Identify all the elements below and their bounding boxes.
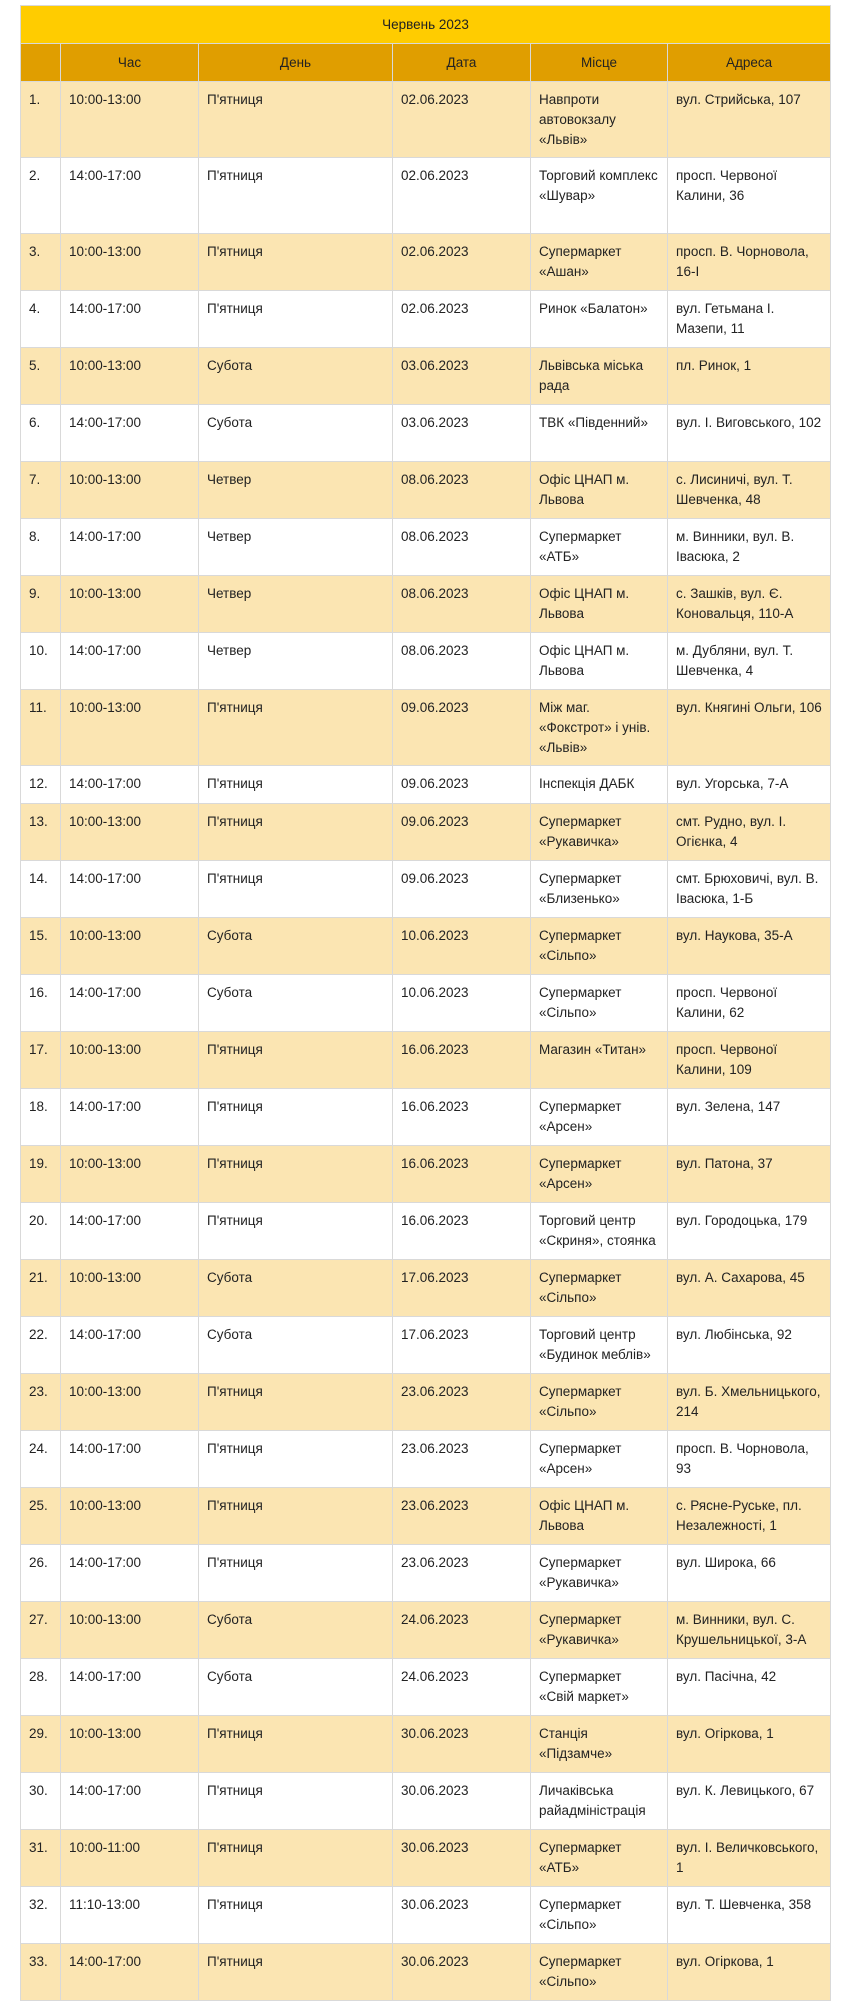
cell-date: 08.06.2023 — [393, 633, 531, 690]
cell-time: 14:00-17:00 — [61, 633, 199, 690]
cell-address: просп. В. Чорновола, 16-І — [668, 234, 831, 291]
cell-number: 30. — [21, 1773, 61, 1830]
cell-number: 11. — [21, 690, 61, 766]
cell-day: Четвер — [199, 576, 393, 633]
cell-place: Супермаркет «Ашан» — [531, 234, 668, 291]
cell-date: 17.06.2023 — [393, 1317, 531, 1374]
cell-number: 16. — [21, 975, 61, 1032]
cell-address: вул. Наукова, 35-А — [668, 918, 831, 975]
cell-time: 10:00-13:00 — [61, 918, 199, 975]
cell-day: Субота — [199, 1260, 393, 1317]
table-row — [21, 1488, 831, 1545]
cell-number: 14. — [21, 861, 61, 918]
cell-place: Торговий комплекс «Шувар» — [531, 158, 668, 234]
cell-day: Субота — [199, 348, 393, 405]
cell-address: просп. Червоної Калини, 62 — [668, 975, 831, 1032]
table-row — [21, 1887, 831, 1944]
table-row — [21, 766, 831, 804]
cell-date: 30.06.2023 — [393, 1716, 531, 1773]
cell-address: просп. В. Чорновола, 93 — [668, 1431, 831, 1488]
cell-time: 10:00-11:00 — [61, 1830, 199, 1887]
cell-place: ТВК «Південний» — [531, 405, 668, 462]
cell-place: Супермаркет «Арсен» — [531, 1431, 668, 1488]
table-row — [21, 576, 831, 633]
cell-address: вул. А. Сахарова, 45 — [668, 1260, 831, 1317]
cell-time: 10:00-13:00 — [61, 462, 199, 519]
cell-time: 14:00-17:00 — [61, 1317, 199, 1374]
cell-place: Офіс ЦНАП м. Львова — [531, 576, 668, 633]
cell-place: Станція «Підзамче» — [531, 1716, 668, 1773]
table-row — [21, 348, 831, 405]
cell-number: 17. — [21, 1032, 61, 1089]
cell-date: 16.06.2023 — [393, 1089, 531, 1146]
schedule-table — [20, 5, 831, 2001]
cell-time: 10:00-13:00 — [61, 804, 199, 861]
table-row — [21, 82, 831, 158]
cell-date: 09.06.2023 — [393, 804, 531, 861]
cell-place: Інспекція ДАБК — [531, 766, 668, 804]
cell-number: 8. — [21, 519, 61, 576]
cell-day: П'ятниця — [199, 1887, 393, 1944]
cell-place: Супермаркет «Рукавичка» — [531, 1545, 668, 1602]
table-row — [21, 1944, 831, 2001]
cell-date: 02.06.2023 — [393, 291, 531, 348]
cell-place: Супермаркет «Арсен» — [531, 1146, 668, 1203]
cell-date: 03.06.2023 — [393, 348, 531, 405]
cell-address: вул. Т. Шевченка, 358 — [668, 1887, 831, 1944]
table-title: Червень 2023 — [21, 6, 831, 44]
cell-day: П'ятниця — [199, 234, 393, 291]
cell-day: П'ятниця — [199, 82, 393, 158]
cell-time: 14:00-17:00 — [61, 1659, 199, 1716]
cell-time: 10:00-13:00 — [61, 1260, 199, 1317]
cell-time: 14:00-17:00 — [61, 1203, 199, 1260]
cell-day: П'ятниця — [199, 1146, 393, 1203]
cell-address: пл. Ринок, 1 — [668, 348, 831, 405]
table-row — [21, 690, 831, 766]
cell-day: П'ятниця — [199, 291, 393, 348]
cell-place: Торговий центр «Скриня», стоянка — [531, 1203, 668, 1260]
cell-place: Супермаркет «Сільпо» — [531, 975, 668, 1032]
cell-time: 14:00-17:00 — [61, 861, 199, 918]
cell-number: 9. — [21, 576, 61, 633]
table-row — [21, 1716, 831, 1773]
cell-number: 1. — [21, 82, 61, 158]
cell-time: 10:00-13:00 — [61, 348, 199, 405]
header-time: Час — [61, 44, 199, 82]
cell-time: 10:00-13:00 — [61, 576, 199, 633]
cell-date: 02.06.2023 — [393, 158, 531, 234]
cell-date: 10.06.2023 — [393, 918, 531, 975]
header-day: День — [199, 44, 393, 82]
cell-place: Супермаркет «Рукавичка» — [531, 804, 668, 861]
cell-number: 29. — [21, 1716, 61, 1773]
cell-time: 11:10-13:00 — [61, 1887, 199, 1944]
cell-date: 08.06.2023 — [393, 462, 531, 519]
cell-day: Субота — [199, 975, 393, 1032]
table-row — [21, 1659, 831, 1716]
table-row — [21, 405, 831, 462]
table-row — [21, 1830, 831, 1887]
cell-day: П'ятниця — [199, 158, 393, 234]
table-row — [21, 633, 831, 690]
cell-date: 02.06.2023 — [393, 82, 531, 158]
cell-time: 10:00-13:00 — [61, 234, 199, 291]
table-row — [21, 1146, 831, 1203]
cell-place: Супермаркет «Близенько» — [531, 861, 668, 918]
cell-time: 14:00-17:00 — [61, 1545, 199, 1602]
table-title-row — [21, 6, 831, 44]
cell-day: Субота — [199, 1659, 393, 1716]
cell-address: вул. К. Левицького, 67 — [668, 1773, 831, 1830]
cell-number: 19. — [21, 1146, 61, 1203]
header-date: Дата — [393, 44, 531, 82]
cell-place: Супермаркет «Арсен» — [531, 1089, 668, 1146]
cell-time: 10:00-13:00 — [61, 1374, 199, 1431]
cell-number: 20. — [21, 1203, 61, 1260]
cell-address: вул. Патона, 37 — [668, 1146, 831, 1203]
cell-address: смт. Рудно, вул. І. Огієнка, 4 — [668, 804, 831, 861]
cell-day: П'ятниця — [199, 1773, 393, 1830]
cell-address: м. Дубляни, вул. Т. Шевченка, 4 — [668, 633, 831, 690]
cell-number: 31. — [21, 1830, 61, 1887]
cell-place: Львівська міська рада — [531, 348, 668, 405]
cell-date: 30.06.2023 — [393, 1944, 531, 2001]
cell-time: 14:00-17:00 — [61, 291, 199, 348]
cell-time: 10:00-13:00 — [61, 1602, 199, 1659]
cell-date: 09.06.2023 — [393, 690, 531, 766]
cell-address: вул. Стрийська, 107 — [668, 82, 831, 158]
table-row — [21, 1203, 831, 1260]
cell-place: Супермаркет «Сільпо» — [531, 1887, 668, 1944]
cell-time: 14:00-17:00 — [61, 519, 199, 576]
table-row — [21, 1773, 831, 1830]
cell-date: 23.06.2023 — [393, 1431, 531, 1488]
cell-number: 28. — [21, 1659, 61, 1716]
cell-day: П'ятниця — [199, 804, 393, 861]
cell-number: 2. — [21, 158, 61, 234]
cell-address: вул. Гетьмана І. Мазепи, 11 — [668, 291, 831, 348]
cell-day: П'ятниця — [199, 1830, 393, 1887]
table-header-row — [21, 44, 831, 82]
cell-date: 08.06.2023 — [393, 519, 531, 576]
cell-address: вул. Зелена, 147 — [668, 1089, 831, 1146]
cell-place: Між маг. «Фокстрот» і унів. «Львів» — [531, 690, 668, 766]
cell-address: м. Винники, вул. С. Крушельницької, 3-А — [668, 1602, 831, 1659]
cell-time: 10:00-13:00 — [61, 1488, 199, 1545]
cell-date: 03.06.2023 — [393, 405, 531, 462]
cell-date: 30.06.2023 — [393, 1830, 531, 1887]
cell-address: вул. Пасічна, 42 — [668, 1659, 831, 1716]
cell-place: Личаківська райадміністрація — [531, 1773, 668, 1830]
cell-day: П'ятниця — [199, 690, 393, 766]
cell-place: Торговий центр «Будинок меблів» — [531, 1317, 668, 1374]
cell-time: 14:00-17:00 — [61, 1089, 199, 1146]
table-row — [21, 861, 831, 918]
cell-time: 10:00-13:00 — [61, 690, 199, 766]
cell-day: П'ятниця — [199, 1032, 393, 1089]
header-address: Адреса — [668, 44, 831, 82]
cell-day: П'ятниця — [199, 1716, 393, 1773]
cell-number: 12. — [21, 766, 61, 804]
cell-day: П'ятниця — [199, 1374, 393, 1431]
cell-day: Субота — [199, 405, 393, 462]
table-row — [21, 291, 831, 348]
cell-number: 3. — [21, 234, 61, 291]
cell-time: 14:00-17:00 — [61, 1431, 199, 1488]
cell-time: 14:00-17:00 — [61, 1773, 199, 1830]
cell-date: 09.06.2023 — [393, 861, 531, 918]
cell-time: 10:00-13:00 — [61, 1146, 199, 1203]
cell-address: с. Зашків, вул. Є. Коновальця, 110-А — [668, 576, 831, 633]
cell-place: Супермаркет «Сільпо» — [531, 1374, 668, 1431]
cell-address: вул. І. Величковського, 1 — [668, 1830, 831, 1887]
table-row — [21, 804, 831, 861]
cell-time: 10:00-13:00 — [61, 1716, 199, 1773]
cell-number: 10. — [21, 633, 61, 690]
cell-number: 6. — [21, 405, 61, 462]
cell-number: 32. — [21, 1887, 61, 1944]
cell-number: 5. — [21, 348, 61, 405]
cell-time: 14:00-17:00 — [61, 766, 199, 804]
table-row — [21, 1260, 831, 1317]
cell-number: 13. — [21, 804, 61, 861]
table-row — [21, 1431, 831, 1488]
cell-day: П'ятниця — [199, 861, 393, 918]
cell-number: 26. — [21, 1545, 61, 1602]
cell-day: П'ятниця — [199, 1203, 393, 1260]
table-row — [21, 1545, 831, 1602]
cell-date: 30.06.2023 — [393, 1773, 531, 1830]
table-row — [21, 519, 831, 576]
cell-number: 33. — [21, 1944, 61, 2001]
cell-day: П'ятниця — [199, 1944, 393, 2001]
cell-address: вул. І. Виговського, 102 — [668, 405, 831, 462]
cell-day: Субота — [199, 918, 393, 975]
cell-day: П'ятниця — [199, 1545, 393, 1602]
cell-day: П'ятниця — [199, 766, 393, 804]
table-row — [21, 158, 831, 234]
table-row — [21, 1602, 831, 1659]
cell-place: Супермаркет «Сільпо» — [531, 918, 668, 975]
cell-place: Супермаркет «Рукавичка» — [531, 1602, 668, 1659]
table-row — [21, 462, 831, 519]
table-row — [21, 1317, 831, 1374]
table-row — [21, 1032, 831, 1089]
cell-date: 23.06.2023 — [393, 1374, 531, 1431]
header-place: Місце — [531, 44, 668, 82]
cell-day: Четвер — [199, 633, 393, 690]
cell-date: 24.06.2023 — [393, 1659, 531, 1716]
cell-day: Четвер — [199, 462, 393, 519]
table-row — [21, 234, 831, 291]
cell-address: с. Лисиничі, вул. Т. Шевченка, 48 — [668, 462, 831, 519]
header-number — [21, 44, 61, 82]
cell-address: вул. Княгині Ольги, 106 — [668, 690, 831, 766]
cell-address: с. Рясне-Руське, пл. Незалежності, 1 — [668, 1488, 831, 1545]
cell-day: Субота — [199, 1602, 393, 1659]
cell-place: Навпроти автовокзалу «Львів» — [531, 82, 668, 158]
cell-time: 14:00-17:00 — [61, 158, 199, 234]
cell-address: вул. Широка, 66 — [668, 1545, 831, 1602]
cell-number: 25. — [21, 1488, 61, 1545]
cell-place: Магазин «Титан» — [531, 1032, 668, 1089]
cell-place: Супермаркет «Сільпо» — [531, 1944, 668, 2001]
cell-number: 7. — [21, 462, 61, 519]
cell-day: Четвер — [199, 519, 393, 576]
cell-day: П'ятниця — [199, 1431, 393, 1488]
cell-address: просп. Червоної Калини, 109 — [668, 1032, 831, 1089]
cell-address: просп. Червоної Калини, 36 — [668, 158, 831, 234]
cell-place: Ринок «Балатон» — [531, 291, 668, 348]
cell-address: вул. Любінська, 92 — [668, 1317, 831, 1374]
table-row — [21, 1374, 831, 1431]
cell-time: 10:00-13:00 — [61, 82, 199, 158]
cell-place: Офіс ЦНАП м. Львова — [531, 1488, 668, 1545]
cell-time: 14:00-17:00 — [61, 975, 199, 1032]
cell-place: Офіс ЦНАП м. Львова — [531, 462, 668, 519]
cell-time: 10:00-13:00 — [61, 1032, 199, 1089]
cell-number: 23. — [21, 1374, 61, 1431]
cell-date: 23.06.2023 — [393, 1488, 531, 1545]
cell-date: 16.06.2023 — [393, 1203, 531, 1260]
cell-place: Супермаркет «АТБ» — [531, 519, 668, 576]
cell-date: 16.06.2023 — [393, 1032, 531, 1089]
cell-date: 16.06.2023 — [393, 1146, 531, 1203]
cell-place: Супермаркет «АТБ» — [531, 1830, 668, 1887]
cell-date: 23.06.2023 — [393, 1545, 531, 1602]
cell-date: 24.06.2023 — [393, 1602, 531, 1659]
cell-number: 18. — [21, 1089, 61, 1146]
cell-address: вул. Б. Хмельницького, 214 — [668, 1374, 831, 1431]
cell-number: 15. — [21, 918, 61, 975]
table-row — [21, 1089, 831, 1146]
cell-place: Супермаркет «Свій маркет» — [531, 1659, 668, 1716]
cell-day: П'ятниця — [199, 1089, 393, 1146]
cell-date: 30.06.2023 — [393, 1887, 531, 1944]
cell-date: 09.06.2023 — [393, 766, 531, 804]
cell-date: 17.06.2023 — [393, 1260, 531, 1317]
cell-address: вул. Городоцька, 179 — [668, 1203, 831, 1260]
cell-number: 21. — [21, 1260, 61, 1317]
cell-day: П'ятниця — [199, 1488, 393, 1545]
cell-date: 02.06.2023 — [393, 234, 531, 291]
cell-time: 14:00-17:00 — [61, 1944, 199, 2001]
cell-date: 10.06.2023 — [393, 975, 531, 1032]
cell-address: вул. Угорська, 7-А — [668, 766, 831, 804]
cell-place: Офіс ЦНАП м. Львова — [531, 633, 668, 690]
cell-number: 27. — [21, 1602, 61, 1659]
cell-number: 22. — [21, 1317, 61, 1374]
cell-address: смт. Брюховичі, вул. В. Івасюка, 1-Б — [668, 861, 831, 918]
cell-address: вул. Огіркова, 1 — [668, 1716, 831, 1773]
cell-address: вул. Огіркова, 1 — [668, 1944, 831, 2001]
cell-time: 14:00-17:00 — [61, 405, 199, 462]
cell-place: Супермаркет «Сільпо» — [531, 1260, 668, 1317]
cell-day: Субота — [199, 1317, 393, 1374]
table-row — [21, 918, 831, 975]
cell-address: м. Винники, вул. В. Івасюка, 2 — [668, 519, 831, 576]
cell-number: 4. — [21, 291, 61, 348]
table-row — [21, 975, 831, 1032]
cell-date: 08.06.2023 — [393, 576, 531, 633]
cell-number: 24. — [21, 1431, 61, 1488]
